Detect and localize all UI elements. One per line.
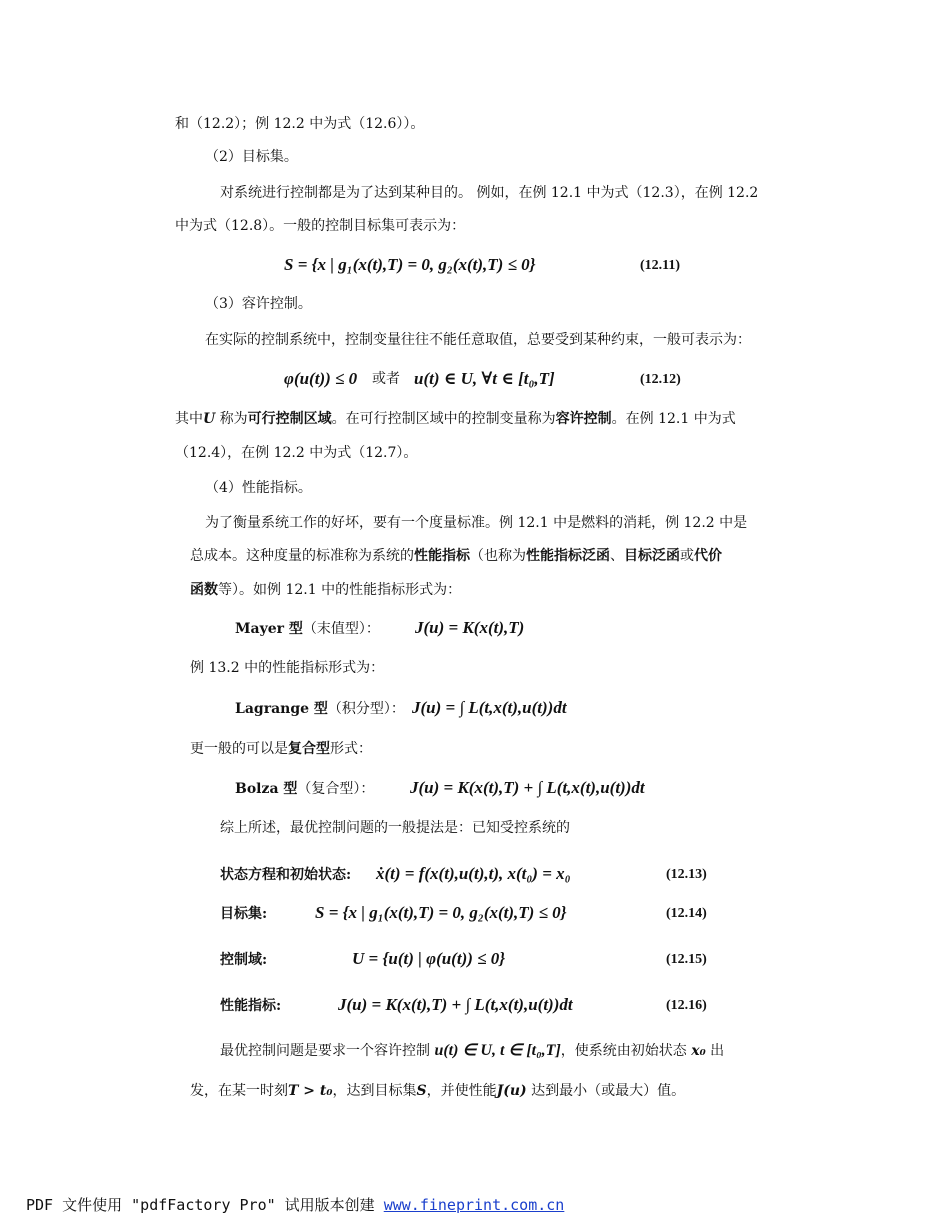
text-line: 对系统进行控制都是为了达到某种目的。 例如，在例 12.1 中为式（12.3），在例 12.2 (220, 185, 759, 201)
text-line: 为了衡量系统工作的好坏，要有一个度量标准。例 12.1 中是燃料的消耗，例 12.2 中是 (205, 515, 748, 531)
section-heading-performance-index: （4）性能指标。 (205, 480, 312, 496)
equation-number-12-14: (12.14) (666, 906, 707, 921)
control-domain-label: 控制域: (220, 952, 268, 968)
text-line: 中为式（12.8）。一般的控制目标集可表示为： (175, 218, 466, 234)
state-equation-label: 状态方程和初始状态: (220, 867, 352, 883)
equation-12-11: S = {x | g₁(x(t),T) = 0, g₂(x(t),T) ≤ 0} (284, 255, 536, 274)
text-line: 函数等）。如例 12.1 中的性能指标形式为： (190, 582, 462, 598)
text-line: 例 13.2 中的性能指标形式为： (190, 660, 385, 676)
mayer-label: Mayer 型（末值型）： (235, 621, 380, 637)
performance-index-label: 性能指标: (220, 998, 282, 1014)
lagrange-label: Lagrange 型（积分型）： (235, 701, 405, 717)
section-heading-target-set: （2）目标集。 (205, 149, 298, 165)
text-line: 和（12.2）；例 12.2 中为式（12.6））。 (175, 116, 425, 132)
target-set-label: 目标集: (220, 906, 268, 922)
text-line: 其中U 称为可行控制区域。在可行控制区域中的控制变量称为容许控制。在例 12.1 中为式 (175, 411, 736, 427)
text-line: 在实际的控制系统中，控制变量往往不能任意取值，总要受到某种约束，一般可表示为： (205, 332, 751, 348)
control-domain-equation: U = {u(t) | φ(u(t)) ≤ 0} (352, 949, 506, 968)
equation-number-12-11: (12.11) (640, 258, 681, 273)
text-line: （12.4），在例 12.2 中为式（12.7）。 (175, 445, 418, 461)
bolza-label: Bolza 型（复合型）： (235, 781, 375, 797)
text-line: 最优控制问题是要求一个容许控制 u(t) ∈ U, t ∈ [t₀,T]，使系统由初始状态 x₀ 出 (220, 1042, 725, 1059)
lagrange-equation: J(u) = ∫ L(t,x(t),u(t))dt (412, 698, 567, 717)
equation-number-12-15: (12.15) (666, 952, 707, 967)
bolza-equation: J(u) = K(x(t),T) + ∫ L(t,x(t),u(t))dt (410, 778, 645, 797)
footer-text: PDF 文件使用 "pdfFactory Pro" 试用版本创建 (26, 1196, 384, 1214)
equation-number-12-12: (12.12) (640, 372, 681, 387)
equation-12-12-a: φ(u(t)) ≤ 0 (284, 369, 358, 388)
pdf-footer (26, 1194, 564, 1215)
section-heading-admissible-control: （3）容许控制。 (205, 296, 312, 312)
equation-or-word: 或者 (372, 371, 400, 387)
equation-12-12-b: u(t) ∈ U, ∀t ∈ [t₀,T] (414, 369, 555, 388)
equation-number-12-16: (12.16) (666, 998, 707, 1013)
equation-number-12-13: (12.13) (666, 867, 707, 882)
text-line: 更一般的可以是复合型形式： (190, 741, 372, 757)
state-equation: ẋ(t) = f(x(t),u(t),t), x(t₀) = x₀ (376, 864, 571, 883)
target-set-equation: S = {x | g₁(x(t),T) = 0, g₂(x(t),T) ≤ 0} (315, 903, 567, 922)
text-line: 总成本。这种度量的标准称为系统的性能指标（也称为性能指标泛函、目标泛函或代价 (190, 548, 722, 564)
performance-index-equation: J(u) = K(x(t),T) + ∫ L(t,x(t),u(t))dt (338, 995, 573, 1014)
text-line: 综上所述，最优控制问题的一般提法是：已知受控系统的 (220, 820, 570, 836)
mayer-equation: J(u) = K(x(t),T) (415, 618, 525, 637)
footer-link[interactable]: www.fineprint.com.cn (383, 1196, 565, 1214)
text-line: 发，在某一时刻T > t₀，达到目标集S，并使性能J(u) 达到最小（或最大）值。 (190, 1083, 686, 1099)
